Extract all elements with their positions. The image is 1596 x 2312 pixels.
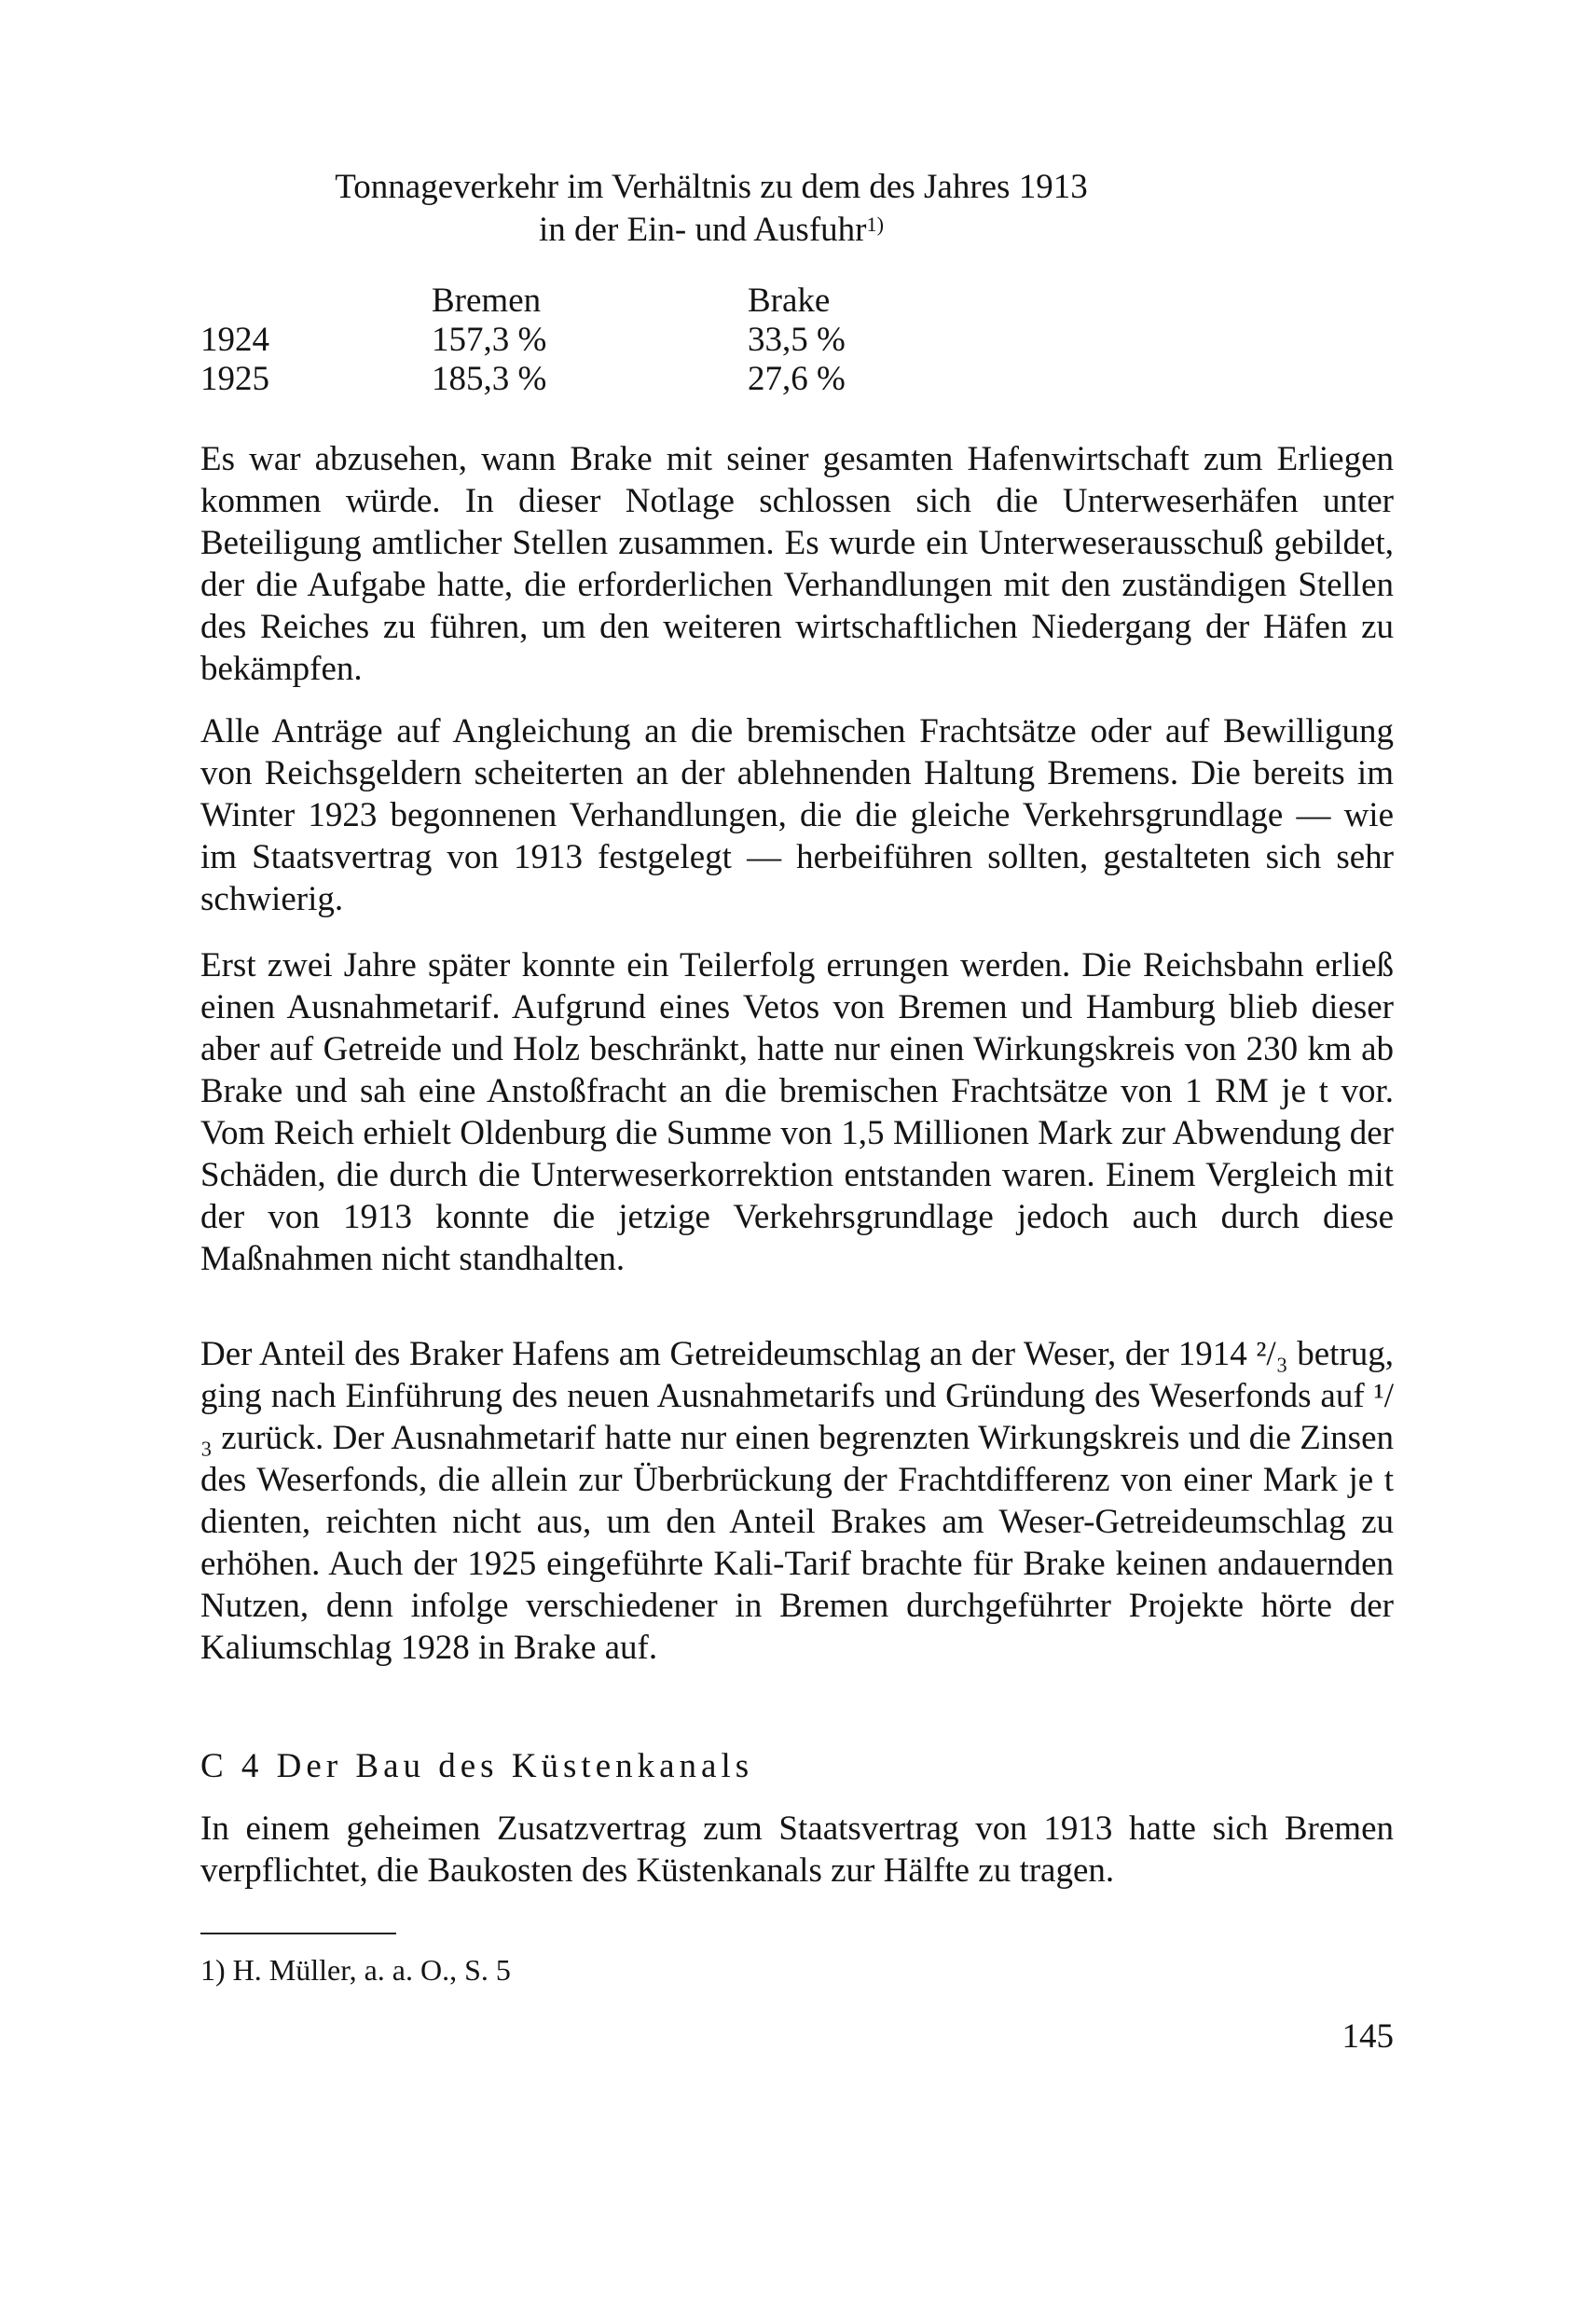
footnote	[200, 1951, 511, 1989]
table-cell-bremen: 157,3 %	[432, 321, 547, 359]
table-title-line-1: Tonnageverkehr im Verhältnis zu dem des Jahres 1913	[335, 168, 1088, 206]
paragraph: Alle Anträge auf Angleichung an die bremischen Frachtsätze oder auf Bewilligung von Reichsgeldern scheiterten an der ablehnenden Haltung Bremens. Die bereits im Winter 1923 begonnenen Verhandlungen, die die gleiche Verkehrsgrundlage — wie im Staatsvertrag von 1913 festgelegt — herbeiführen sollten, gestalteten sich sehr schwierig.	[200, 712, 1394, 918]
footnote-text: H. Müller, a. a. O., S. 5	[232, 1953, 511, 1987]
table-cell-bremen: 185,3 %	[432, 360, 547, 398]
paragraph: Der Anteil des Braker Hafens am Getreideumschlag an der Weser, der 1914 ²/₃ betrug, ging nach Einführung des neuen Ausnahmetarifs und Gründung des Weserfonds auf ¹/₃ zurück. Der Ausnahmetarif hatte nur einen begrenzten Wirkungskreis und die Zinsen des Weserfonds, die allein zur Überbrückung der Frachtdifferenz von einer Mark je t dienten, reichten nicht aus, um den Anteil Brakes am Weser-Getreideumschlag zu erhöhen. Auch der 1925 eingeführte Kali-Tarif brachte für Brake keinen andauernden Nutzen, denn infolge verschiedener in Bremen durchgeführter Projekte hörte der Kaliumschlag 1928 in Brake auf.	[200, 1335, 1394, 1667]
section-paragraph: In einem geheimen Zusatzvertrag zum Staatsvertrag von 1913 hatte sich Bremen verpflichtet, die Baukosten des Küstenkanals zur Hälfte zu tragen.	[200, 1810, 1394, 1890]
footnote-mark: 1)	[200, 1953, 226, 1987]
table-title-line-2-text: in der Ein- und Ausfuhr	[539, 211, 867, 249]
table-cell-year: 1925	[200, 360, 269, 398]
table-cell-brake: 27,6 %	[748, 360, 846, 398]
table-cell-brake: 33,5 %	[748, 321, 846, 359]
footnote-divider	[200, 1933, 396, 1934]
page-number: 145	[1341, 2017, 1394, 2056]
table-header-brake: Brake	[748, 282, 831, 320]
table-cell-year: 1924	[200, 321, 269, 359]
section-heading: C 4 Der Bau des Küstenkanals	[200, 1747, 754, 1785]
footnote-reference: 1)	[866, 213, 884, 237]
table-title	[115, 166, 1308, 252]
paragraph: Erst zwei Jahre später konnte ein Teilerfolg errungen werden. Die Reichsbahn erließ einen Ausnahmetarif. Aufgrund eines Vetos von Bremen und Hamburg blieb dieser aber auf Getreide und Holz beschränkt, hatte nur einen Wirkungskreis von 230 km ab Brake und sah eine Anstoßfracht an die bremischen Frachtsätze von 1 RM je t vor. Vom Reich erhielt Oldenburg die Summe von 1,5 Millionen Mark zur Abwendung der Schäden, die durch die Unterweserkorrektion entstanden waren. Einem Vergleich mit der von 1913 konnte die jetzige Verkehrsgrundlage jedoch auch durch diese Maßnahmen nicht standhalten.	[200, 946, 1394, 1278]
table-header-bremen: Bremen	[432, 282, 542, 320]
paragraph: Es war abzusehen, wann Brake mit seiner gesamten Hafenwirtschaft zum Erliegen kommen würde. In dieser Notlage schlossen sich die Unterweserhäfen unter Beteiligung amtlicher Stellen zusammen. Es wurde ein Unterweserausschuß gebildet, der die Aufgabe hatte, die erforderlichen Verhandlungen mit den zuständigen Stellen des Reiches zu führen, um den weiteren wirtschaftlichen Niedergang der Häfen zu bekämpfen.	[200, 440, 1394, 688]
table-title-line-2	[115, 209, 1308, 252]
